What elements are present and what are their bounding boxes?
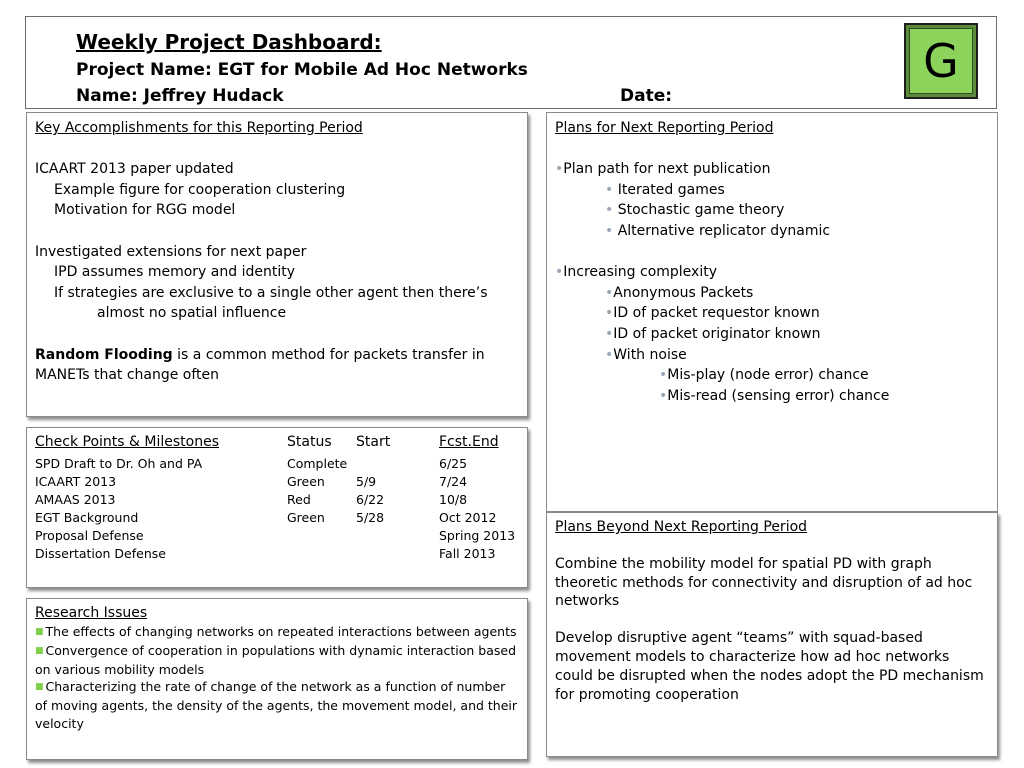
plan-text: Iterated games: [613, 181, 725, 198]
table-row: [35, 509, 519, 527]
status-header: Status: [287, 434, 332, 450]
accomplishment-line: [35, 345, 519, 366]
list-item: [555, 365, 989, 386]
plans-next-panel: [546, 112, 998, 512]
accomplishments-panel: [26, 112, 528, 417]
milestone-status: Green: [287, 510, 325, 525]
bullet-icon: •: [605, 181, 614, 198]
bullet-icon: •: [605, 325, 614, 342]
milestone-name: ICAART 2013: [35, 474, 117, 489]
accomplishment-line: If strategies are exclusive to a single other agent then there’s: [54, 284, 488, 301]
plan-text: ID of packet originator known: [613, 325, 821, 342]
accomplishment-line: almost no spatial influence: [97, 305, 287, 322]
bullet-icon: •: [605, 305, 614, 322]
milestone-name: Dissertation Defense: [35, 546, 166, 561]
list-item: [35, 623, 519, 642]
date-label: Date:: [620, 86, 673, 106]
milestone-name: EGT Background: [35, 510, 139, 525]
research-issues-title: Research Issues: [35, 605, 148, 621]
bullet-icon: •: [555, 161, 564, 178]
list-item: [555, 386, 989, 407]
plan-text: Anonymous Packets: [613, 284, 754, 301]
list-item: [35, 642, 519, 679]
research-issue-text: Convergence of cooperation in populations with dynamic interaction based on various mobility models: [35, 642, 517, 677]
project-name: Project Name: EGT for Mobile Ad Hoc Networks: [76, 60, 528, 80]
list-item: [555, 303, 989, 324]
milestone-name: AMAAS 2013: [35, 492, 116, 507]
person-name: Name: Jeffrey Hudack: [76, 86, 284, 106]
plans-beyond-panel: [546, 512, 998, 757]
plan-text: Increasing complexity: [563, 264, 717, 281]
milestones-header: Check Points & Milestones: [35, 434, 219, 450]
plan-text: ID of packet requestor known: [613, 305, 820, 322]
status-indicator: [904, 23, 978, 99]
milestone-start: 5/9: [356, 474, 377, 489]
list-item: [555, 180, 989, 201]
research-issues-panel: [26, 598, 528, 760]
green-bullet-icon: ■: [35, 645, 44, 656]
research-issue-text: The effects of changing networks on repeated interactions between agents: [45, 624, 517, 639]
list-item: [555, 159, 989, 180]
list-item: [555, 283, 989, 304]
list-item: [555, 324, 989, 345]
milestones-panel: [26, 427, 528, 588]
dashboard-title: Weekly Project Dashboard:: [76, 30, 382, 54]
list-item: [555, 345, 989, 366]
plan-text: Mis-play (node error) chance: [667, 367, 869, 384]
bullet-icon: •: [605, 202, 614, 219]
green-bullet-icon: ■: [35, 627, 44, 637]
plan-text: Plan path for next publication: [563, 161, 771, 178]
status-letter: G: [909, 28, 973, 94]
start-header: Start: [356, 434, 391, 450]
milestone-end: 10/8: [439, 492, 468, 507]
table-row: [35, 491, 519, 509]
table-row: [35, 473, 519, 491]
milestone-end: Spring 2013: [439, 528, 516, 543]
plans-beyond-paragraph: Combine the mobility model for spatial PD with graph theoretic methods for connectivity and disruption of ad hoc networks: [555, 555, 973, 610]
bullet-icon: •: [659, 367, 668, 384]
milestone-name: Proposal Defense: [35, 528, 144, 543]
list-item: [555, 221, 989, 242]
milestone-end: 6/25: [439, 456, 468, 471]
accomplishment-line: Example figure for cooperation clustering: [54, 181, 346, 198]
milestone-name: SPD Draft to Dr. Oh and PA: [35, 456, 203, 471]
bullet-icon: •: [605, 284, 614, 301]
milestone-start: 6/22: [356, 492, 385, 507]
milestones-header-row: [35, 433, 519, 455]
random-flooding-term: Random Flooding: [35, 346, 173, 363]
milestone-start: 5/28: [356, 510, 385, 525]
accomplishment-line: Motivation for RGG model: [54, 202, 236, 219]
accomplishment-line: MANETs that change often: [35, 367, 220, 384]
fcst-end-header: Fcst.End: [439, 434, 499, 450]
table-row: [35, 455, 519, 473]
list-item: [555, 200, 989, 221]
table-row: [35, 527, 519, 545]
plans-next-title: Plans for Next Reporting Period: [555, 120, 774, 136]
list-item: [35, 678, 519, 732]
plans-beyond-title: Plans Beyond Next Reporting Period: [555, 519, 808, 535]
plan-text: Alternative replicator dynamic: [613, 222, 831, 239]
accomplishments-title: Key Accomplishments for this Reporting Period: [35, 120, 363, 136]
accomplishment-line: Investigated extensions for next paper: [35, 243, 307, 260]
milestone-status: Complete: [287, 456, 348, 471]
accomplishment-line: ICAART 2013 paper updated: [35, 161, 234, 178]
table-row: [35, 545, 519, 563]
list-item: [555, 262, 989, 283]
bullet-icon: •: [605, 346, 614, 363]
accomplishment-line: IPD assumes memory and identity: [54, 264, 295, 281]
bullet-icon: •: [555, 264, 564, 281]
milestone-status: Green: [287, 474, 325, 489]
milestone-end: 7/24: [439, 474, 468, 489]
research-issue-text: Characterizing the rate of change of the network as a function of number of moving agents, the density of the agents, the movement model, and their velocity: [35, 679, 518, 731]
plans-beyond-paragraph: Develop disruptive agent “teams” with squad-based movement models to characterize how ad hoc networks could be disrupted when the nodes adopt the PD mechanism for promoting cooperation: [555, 630, 984, 703]
dashboard-header: [25, 16, 997, 109]
plan-text: With noise: [613, 346, 687, 363]
milestone-end: Oct 2012: [439, 510, 497, 525]
bullet-icon: •: [659, 387, 668, 404]
milestone-end: Fall 2013: [439, 546, 496, 561]
plan-text: Mis-read (sensing error) chance: [667, 387, 890, 404]
plan-text: Stochastic game theory: [613, 202, 785, 219]
bullet-icon: •: [605, 222, 614, 239]
green-bullet-icon: ■: [35, 682, 44, 693]
accomplishment-text: is a common method for packets transfer in: [172, 346, 485, 363]
milestone-status: Red: [287, 492, 311, 507]
